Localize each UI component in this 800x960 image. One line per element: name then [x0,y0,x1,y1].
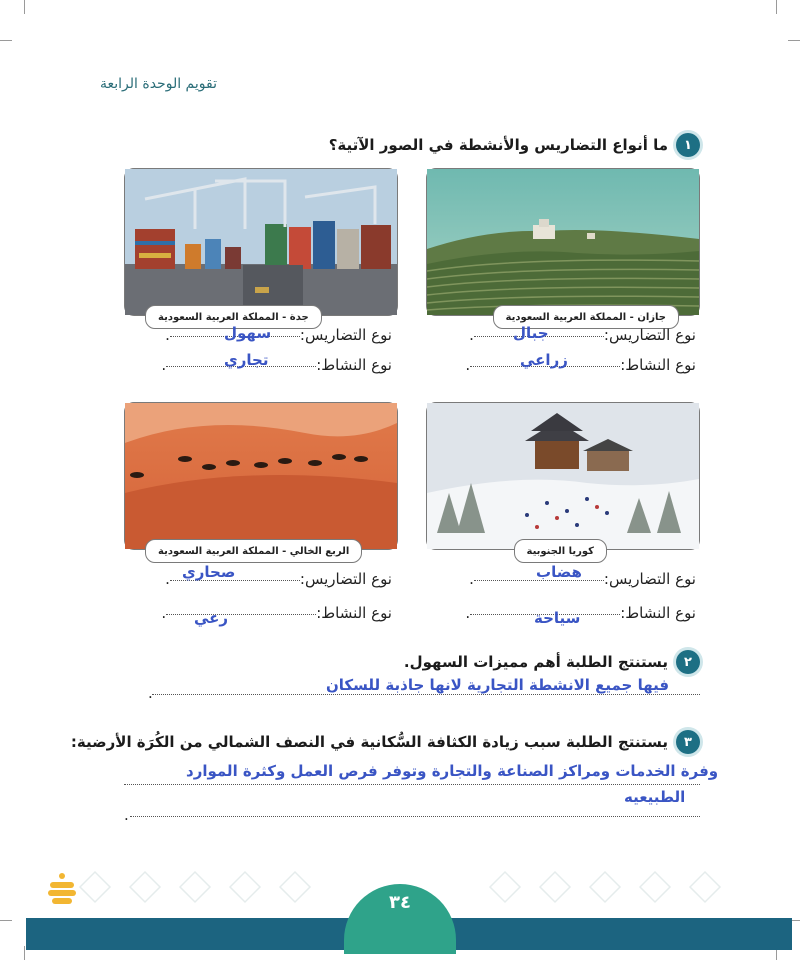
question-3-answer-line-1: وفرة الخدمات ومراكز الصناعة والتجارة وتوفر فرص العمل وكثرة الموارد [186,762,719,780]
question-2-text: يستنتج الطلبة أهم مميزات السهول. [403,653,668,671]
activity-label: نوع النشاط: [316,604,392,622]
photo-jazan-terraces [426,168,700,323]
question-3-text: يستنتج الطلبة سبب زيادة الكثافة السُّكانية في النصف الشمالي من الكُرَة الأرضية: [70,733,668,751]
terrain-label: نوع التضاريس: [299,326,392,344]
photo-jeddah-port [124,168,398,323]
question-3-answer-line-2: الطبيعيه [624,788,686,806]
snowy-pavilion-image [427,403,699,549]
question-2-number: ٢ [676,650,700,674]
terrain-line: نوع التضاريس:. [165,570,392,588]
answer-terrain: جبال [513,324,549,342]
crop-mark [0,40,12,41]
question-1-number: ١ [676,133,700,157]
question-1-text: ما أنواع التضاريس والأنشطة في الصور الآتية؟ [328,136,668,154]
terrain-line: نوع التضاريس:. [165,326,392,344]
geometric-pattern-right [490,862,740,912]
terrain-label: نوع التضاريس: [603,326,696,344]
answer-terrain: هضاب [536,563,582,581]
activity-line: نوع النشاط:. [161,604,392,622]
activity-label: نوع النشاط: [620,604,696,622]
crop-mark [788,40,800,41]
dotted-line [166,613,316,615]
geometric-pattern-left [60,862,310,912]
photo-caption: كوريا الجنوبية [514,539,607,563]
line-end-dot: . [124,806,129,824]
terrain-line: نوع التضاريس:. [469,326,696,344]
activity-line: نوع النشاط:. [465,604,696,622]
activity-label: نوع النشاط: [620,356,696,374]
page-number: ٣٤ [344,884,456,954]
photo-caption: جدة - المملكة العربية السعودية [145,305,322,329]
logo-icon [44,866,80,910]
question-3-number: ٣ [676,730,700,754]
activity-line: نوع النشاط:. [161,356,392,374]
answer-rule [130,816,700,817]
answer-activity: رعي [194,609,229,627]
terrain-line: نوع التضاريس:. [469,570,696,588]
answer-terrain: صحاري [182,563,236,581]
answer-rule [152,694,700,695]
line-end-dot: . [148,684,153,702]
answer-terrain: سهول [224,324,272,342]
photo-caption: الربع الخالي - المملكة العربية السعودية [145,539,362,563]
crop-mark [24,0,25,14]
crop-mark [0,920,12,921]
terrain-label: نوع التضاريس: [299,570,392,588]
answer-rule [124,784,700,785]
question-2-answer: فيها جميع الانشطة التجارية لانها جاذبة للسكان [326,676,670,694]
question-1 [329,133,700,157]
crop-mark [776,0,777,14]
photo-empty-quarter [124,402,398,557]
activity-label: نوع النشاط: [316,356,392,374]
photo-caption: جازان - المملكة العربية السعودية [493,305,679,329]
photo-korea-snow [426,402,700,557]
answer-activity: سياحة [534,609,581,627]
question-3 [71,730,700,754]
activity-line: نوع النشاط:. [465,356,696,374]
terrain-label: نوع التضاريس: [603,570,696,588]
crop-mark [24,946,25,960]
unit-title: تقويم الوحدة الرابعة [100,76,217,92]
desert-camels-image [125,403,397,549]
answer-activity: زراعي [520,351,568,369]
answer-activity: تجاري [224,351,269,369]
terraced-mountains-image [427,169,699,315]
container-port-image [125,169,397,315]
question-2 [404,650,700,674]
